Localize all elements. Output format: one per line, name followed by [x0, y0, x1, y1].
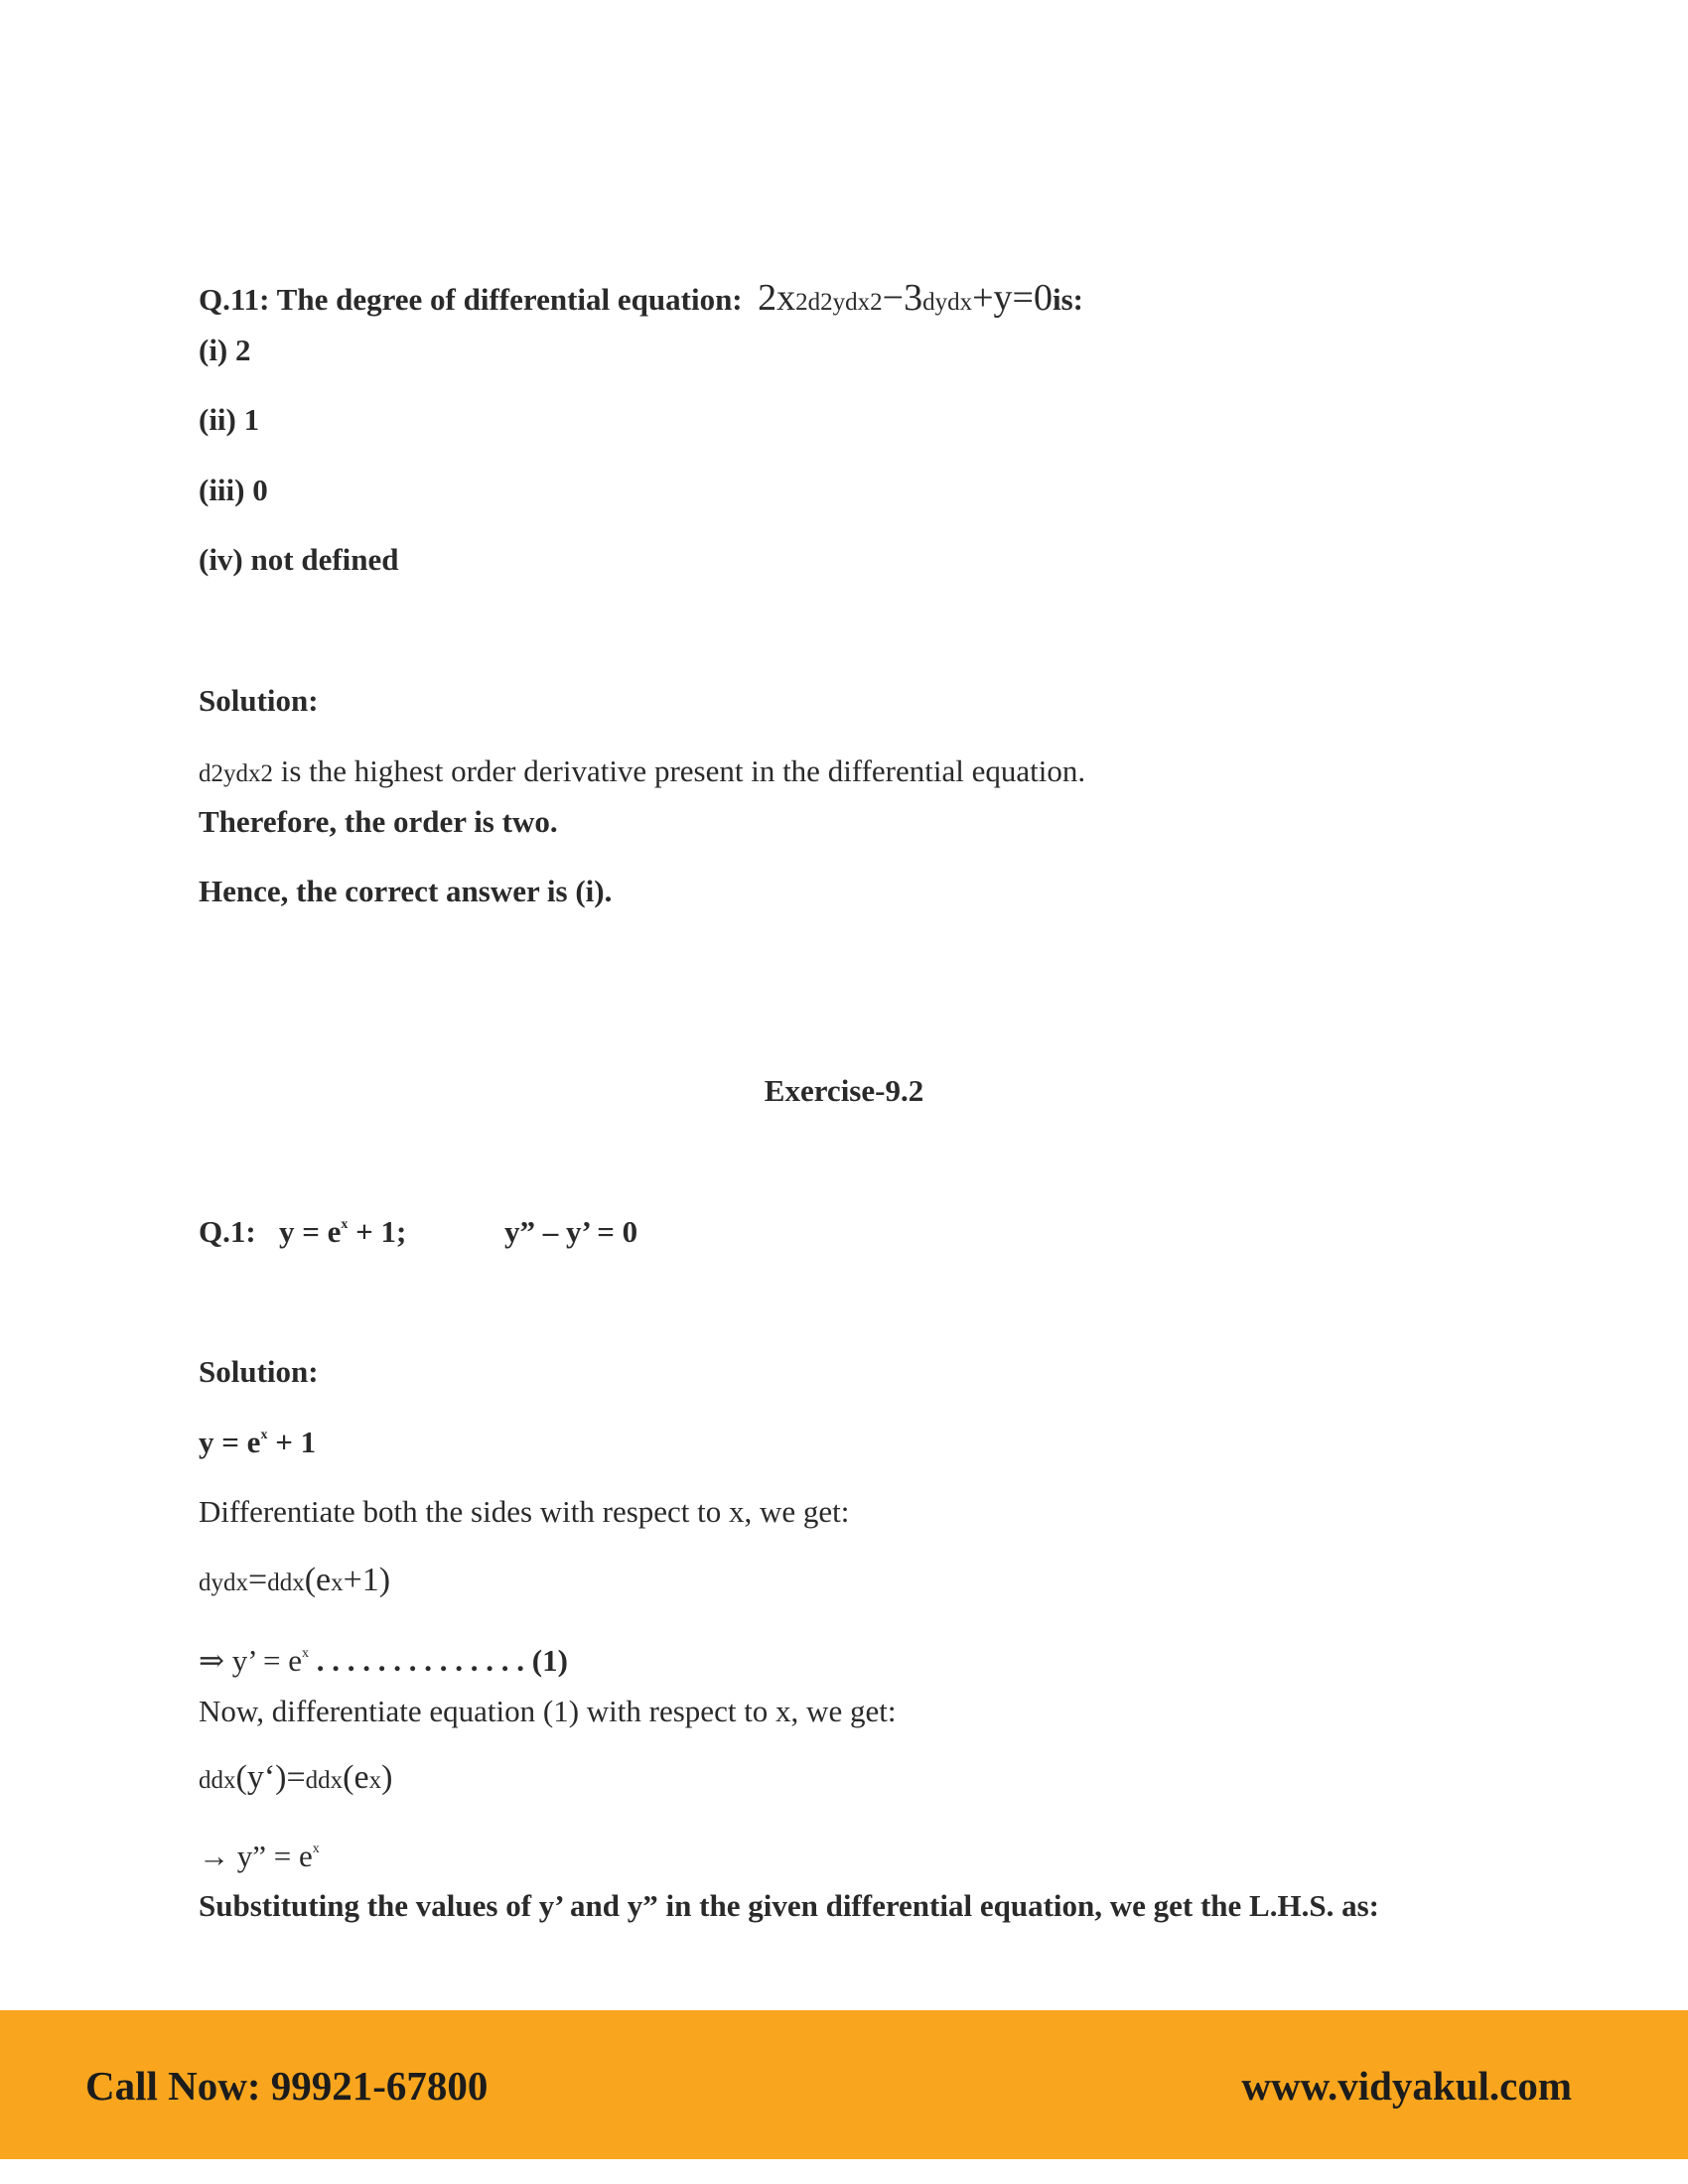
question-1	[199, 1212, 406, 1252]
question-11	[199, 278, 1083, 323]
solution-heading-1: Solution:	[199, 683, 319, 718]
solution-2-second-derivative-expression: ddx(y‘)=ddx(ex)	[199, 1759, 393, 1796]
solution-2-substituting-line: Substituting the values of y’ and y” in the given differential equation, we get the L.H.S. as:	[199, 1888, 1379, 1923]
question-1-label: Q.1:	[199, 1214, 256, 1249]
option-3: (iii) 0	[199, 473, 268, 507]
solution-2-equation: $y = e^x + 1$	[199, 1425, 317, 1459]
question-11-prefix: Q.11: The degree of differential equation:	[199, 282, 743, 317]
solution-2-now-line: Now, differentiate equation (1) with respect to x, we get:	[199, 1694, 897, 1728]
call-now-text: Call Now: 99921-67800	[85, 2063, 489, 2109]
question-11-equation: 2x2d2ydx2−3dydx+y=0	[758, 277, 1053, 319]
website-link[interactable]: www.vidyakul.com	[1241, 2063, 1572, 2109]
footer-banner	[0, 2010, 1688, 2159]
option-2: (ii) 1	[199, 402, 260, 437]
solution-heading-2: Solution:	[199, 1354, 319, 1389]
question-1-differential-equation: y” – y’ = 0	[504, 1214, 638, 1249]
option-4: (iv) not defined	[199, 542, 399, 577]
option-1: (i) 2	[199, 333, 251, 367]
solution-2-differentiate-line: Differentiate both the sides with respect to x, we get:	[199, 1494, 850, 1529]
exercise-title: Exercise-9.2	[764, 1073, 924, 1108]
solution-1-answer-line: Hence, the correct answer is (i).	[199, 874, 613, 908]
solution-1-derivative-line: d2ydx2 is the highest order derivative present in the differential equation.	[199, 753, 1086, 788]
question-11-suffix: is:	[1052, 282, 1083, 317]
question-1-equation: $y = e^x + 1$;	[278, 1214, 407, 1249]
solution-1-order-line: Therefore, the order is two.	[199, 804, 558, 839]
solution-2-first-derivative-expression: dydx=ddx(ex+1)	[199, 1562, 391, 1598]
solution-2-first-derivative-result: ⇒ y’ = $e^x$ . . . . . . . . . . . . . . (1)	[199, 1643, 568, 1678]
solution-2-second-derivative-result: → y” = $e^x$	[199, 1839, 320, 1873]
